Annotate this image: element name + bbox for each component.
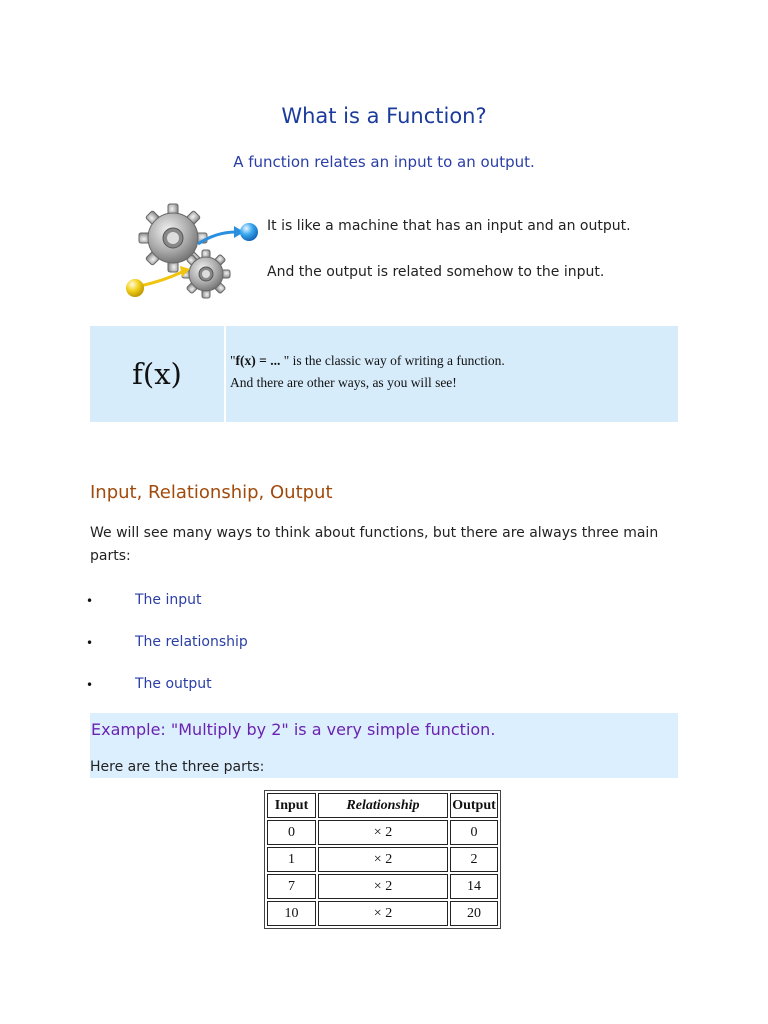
- example-box: [90, 713, 678, 778]
- list-item-label: The relationship: [135, 634, 248, 650]
- section-paragraph: We will see many ways to think about functions, but there are always three main parts:: [90, 525, 659, 564]
- cell-relationship: × 2: [318, 847, 448, 872]
- small-gear-icon: [182, 250, 230, 298]
- header-input: Input: [267, 793, 316, 818]
- cell-input: 0: [267, 820, 316, 845]
- cell-output: 20: [450, 901, 498, 926]
- fx-symbol: f(x): [90, 326, 224, 422]
- cell-relationship: × 2: [318, 874, 448, 899]
- bullet-icon: •: [86, 594, 94, 608]
- fx-line2: And there are other ways, as you will see!: [230, 375, 457, 390]
- table-row: [267, 820, 498, 845]
- header-relationship: Relationship: [318, 793, 448, 818]
- cell-relationship: × 2: [318, 901, 448, 926]
- table-row: [267, 901, 498, 926]
- table-row: [267, 874, 498, 899]
- table-row: [267, 847, 498, 872]
- cell-output: 2: [450, 847, 498, 872]
- header-output: Output: [450, 793, 498, 818]
- cell-input: 1: [267, 847, 316, 872]
- fx-line1: is the classic way of writing a function.: [292, 353, 505, 368]
- list-item: [0, 676, 400, 698]
- list-item: [0, 634, 400, 656]
- output-ball-icon: [240, 223, 258, 241]
- gears-machine-icon: [118, 196, 268, 306]
- machine-line-1: It is like a machine that has an input and an output.: [267, 218, 631, 234]
- bullet-icon: •: [86, 678, 94, 692]
- fx-bold-notation: f(x) = ...: [235, 353, 284, 368]
- bullet-icon: •: [86, 636, 94, 650]
- page-title: What is a Function?: [281, 104, 487, 128]
- cell-input: 7: [267, 874, 316, 899]
- page-subtitle: A function relates an input to an output.: [233, 153, 535, 171]
- fx-info-box: [90, 326, 678, 422]
- fx-description: "f(x) = ... " is the classic way of writing a function. And there are other ways, as you will see!: [226, 326, 678, 422]
- cell-output: 14: [450, 874, 498, 899]
- cell-relationship: × 2: [318, 820, 448, 845]
- input-ball-icon: [126, 279, 144, 297]
- list-item-label: The input: [135, 592, 202, 608]
- cell-input: 10: [267, 901, 316, 926]
- example-title: Example: "Multiply by 2" is a very simple function.: [91, 720, 496, 739]
- cell-output: 0: [450, 820, 498, 845]
- function-table: [264, 790, 501, 929]
- list-item: [0, 592, 400, 614]
- list-item-label: The output: [135, 676, 212, 692]
- machine-line-2: And the output is related somehow to the input.: [267, 264, 605, 280]
- example-subtitle: Here are the three parts:: [90, 759, 265, 775]
- table-header-row: [267, 793, 498, 818]
- section-heading: Input, Relationship, Output: [90, 482, 333, 503]
